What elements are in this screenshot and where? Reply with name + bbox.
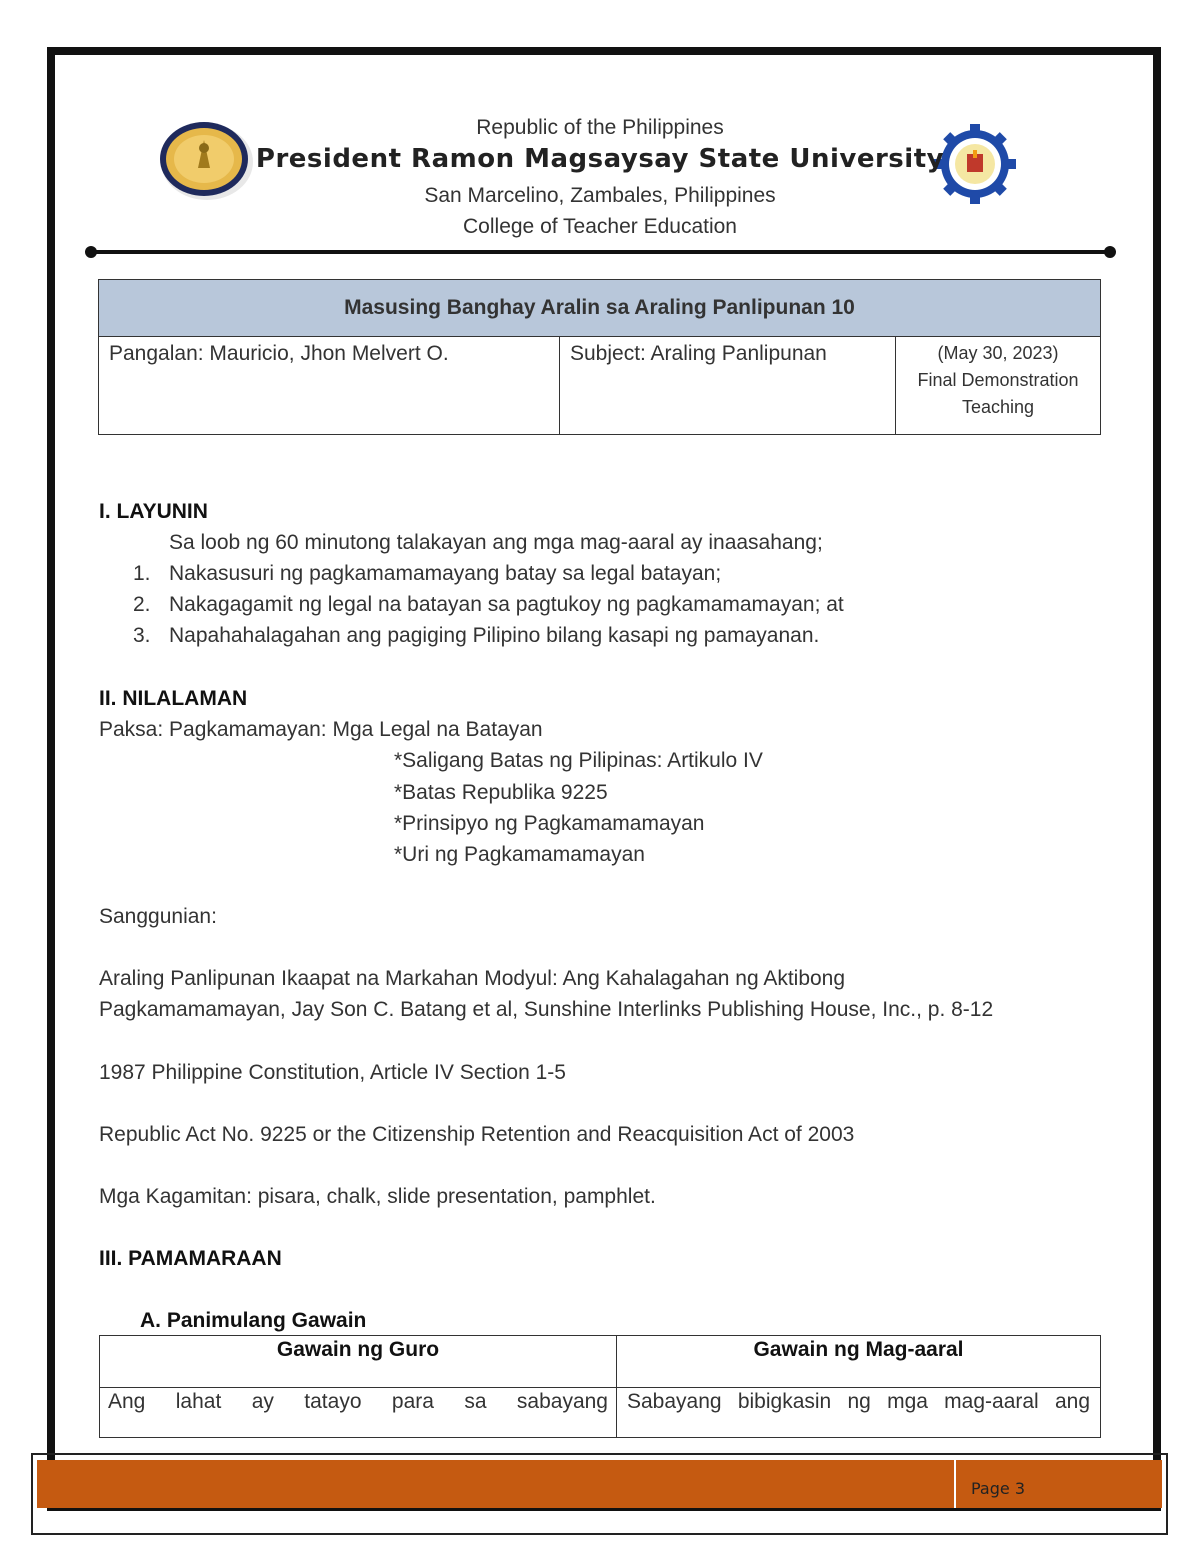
subtopic-3: *Prinsipyo ng Pagkamamamayan bbox=[394, 812, 705, 835]
guro-row-1: Ang lahat ay tatayo para sa sabayang bbox=[100, 1388, 617, 1438]
reference-2: 1987 Philippine Constitution, Article IV Section 1-5 bbox=[99, 1061, 566, 1084]
header-rule bbox=[90, 250, 1112, 254]
reference-1-line2: Pagkamamamayan, Jay Son C. Batang et al, Sunshine Interlinks Publishing House, Inc., p. 8-12 bbox=[99, 998, 994, 1021]
page-number: Page 3 bbox=[971, 1479, 1025, 1498]
layunin-item-1-num: 1. bbox=[133, 562, 151, 585]
header-location: San Marcelino, Zambales, Philippines bbox=[424, 184, 776, 207]
demo-event-line1: Final Demonstration bbox=[917, 370, 1079, 390]
paksa: Paksa: Pagkamamayan: Mga Legal na Batayan bbox=[99, 718, 543, 741]
kagamitan: Mga Kagamitan: pisara, chalk, slide presentation, pamphlet. bbox=[99, 1185, 656, 1208]
layunin-item-3-num: 3. bbox=[133, 624, 151, 647]
column-header-guro: Gawain ng Guro bbox=[100, 1336, 617, 1388]
pamamaraan-heading: III. PAMAMARAAN bbox=[99, 1247, 282, 1270]
layunin-intro: Sa loob ng 60 minutong talakayan ang mga mag-aaral ay inaasahang; bbox=[169, 531, 823, 554]
layunin-heading: I. LAYUNIN bbox=[99, 500, 208, 523]
subtopic-2: *Batas Republika 9225 bbox=[394, 781, 608, 804]
demo-event-line2: Teaching bbox=[961, 397, 1035, 417]
lesson-plan-title: Masusing Banghay Aralin sa Araling Panlipunan 10 bbox=[99, 280, 1101, 337]
subject-cell: Subject: Araling Panlipunan bbox=[560, 337, 896, 435]
lesson-info-table bbox=[98, 279, 1101, 435]
subtopic-4: *Uri ng Pagkamamamayan bbox=[394, 843, 645, 866]
university-name: President Ramon Magsaysay State University bbox=[255, 144, 945, 174]
reference-3: Republic Act No. 9225 or the Citizenship Retention and Reacquisition Act of 2003 bbox=[99, 1123, 855, 1146]
nilalaman-heading: II. NILALAMAN bbox=[99, 687, 248, 710]
column-header-mag-aaral: Gawain ng Mag-aaral bbox=[617, 1336, 1101, 1388]
layunin-item-3: Napahahalagahan ang pagiging Pilipino bilang kasapi ng pamayanan. bbox=[169, 624, 820, 647]
teacher-name-cell: Pangalan: Mauricio, Jhon Melvert O. bbox=[99, 337, 560, 435]
layunin-item-2-num: 2. bbox=[133, 593, 151, 616]
layunin-item-1: Nakasusuri ng pagkamamamayang batay sa legal batayan; bbox=[169, 562, 722, 585]
date-cell bbox=[896, 337, 1101, 435]
subtopic-1: *Saligang Batas ng Pilipinas: Artikulo IV bbox=[394, 749, 763, 772]
gawain-table bbox=[99, 1335, 1101, 1438]
mag-aaral-row-1: Sabayang bibigkasin ng mga mag-aaral ang bbox=[617, 1388, 1101, 1438]
rule-dot-right bbox=[1104, 246, 1116, 258]
footer-divider bbox=[954, 1460, 956, 1508]
rule-dot-left bbox=[85, 246, 97, 258]
demo-date: (May 30, 2023) bbox=[937, 343, 1059, 363]
layunin-item-2: Nakagagamit ng legal na batayan sa pagtukoy ng pagkamamamayan; at bbox=[169, 593, 844, 616]
header-college: College of Teacher Education bbox=[463, 215, 737, 238]
header-republic: Republic of the Philippines bbox=[476, 116, 724, 139]
reference-1-line1: Araling Panlipunan Ikaapat na Markahan Modyul: Ang Kahalagahan ng Aktibong bbox=[99, 967, 846, 990]
panimulang-gawain-heading: A. Panimulang Gawain bbox=[140, 1309, 367, 1332]
sanggunian-label: Sanggunian: bbox=[99, 905, 217, 928]
